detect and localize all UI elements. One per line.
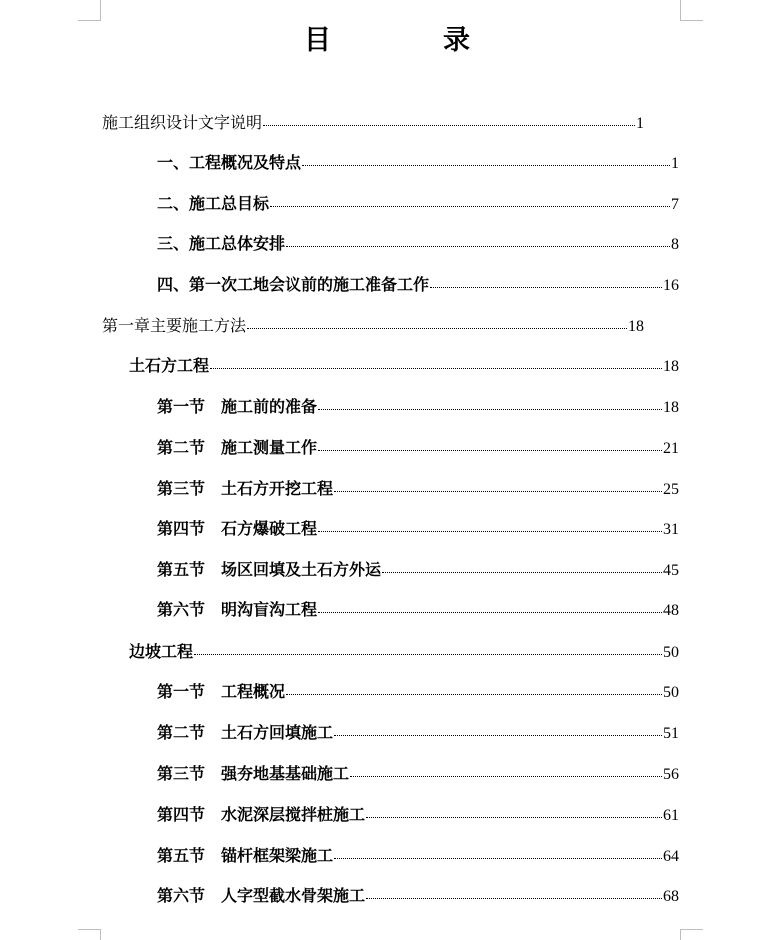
toc-entry-section: 第五节 bbox=[157, 560, 206, 579]
toc-entry[interactable] bbox=[157, 597, 679, 621]
dot-leader bbox=[318, 530, 662, 532]
toc-entry-section: 第一节 bbox=[157, 682, 206, 701]
title-char-1: 目 bbox=[304, 25, 333, 56]
toc-entry-section: 第五节 bbox=[157, 846, 206, 865]
dot-leader bbox=[382, 571, 662, 573]
dot-leader bbox=[318, 449, 662, 451]
dot-leader bbox=[270, 205, 670, 207]
toc-entry-section: 第四节 bbox=[157, 805, 206, 824]
toc-entry[interactable] bbox=[157, 435, 679, 459]
toc-entry[interactable] bbox=[157, 394, 679, 418]
toc-entry-label: 施工测量工作 bbox=[221, 438, 318, 457]
toc-entry-page: 18 bbox=[663, 358, 679, 375]
toc-entry-label: 场区回填及土石方外运 bbox=[221, 560, 382, 579]
toc-entry-page: 64 bbox=[663, 848, 679, 865]
dot-leader bbox=[334, 857, 662, 859]
toc-entry-label: 四、第一次工地会议前的施工准备工作 bbox=[157, 275, 430, 294]
dot-leader bbox=[334, 734, 662, 736]
toc-entry-label: 水泥深层搅拌桩施工 bbox=[221, 805, 366, 824]
toc-entry-label: 土石方开挖工程 bbox=[221, 479, 334, 498]
toc-entry-page: 50 bbox=[663, 644, 679, 661]
toc-entry[interactable] bbox=[129, 353, 679, 377]
toc-entry-page: 45 bbox=[663, 562, 679, 579]
dot-leader bbox=[302, 164, 670, 166]
toc-entry-label: 三、施工总体安排 bbox=[157, 234, 286, 253]
toc-entry[interactable] bbox=[157, 883, 679, 907]
title-char-2: 录 bbox=[443, 25, 472, 56]
toc-entry[interactable] bbox=[102, 110, 644, 134]
toc-entry[interactable] bbox=[157, 843, 679, 867]
dot-leader bbox=[350, 775, 662, 777]
toc-entry-page: 8 bbox=[671, 236, 679, 253]
toc-entry[interactable] bbox=[157, 191, 679, 215]
dot-leader bbox=[318, 611, 662, 613]
toc-entry-label: 人字型截水骨架施工 bbox=[221, 886, 366, 905]
toc-entry-page: 31 bbox=[663, 521, 679, 538]
toc-entry-label: 第一章主要施工方法 bbox=[102, 316, 247, 335]
toc-entry-label: 施工组织设计文字说明 bbox=[102, 113, 263, 132]
toc-entry-page: 18 bbox=[663, 399, 679, 416]
toc-entry-label: 一、工程概况及特点 bbox=[157, 153, 302, 172]
dot-leader bbox=[318, 408, 662, 410]
toc-entry[interactable] bbox=[157, 476, 679, 500]
toc-entry[interactable] bbox=[157, 150, 679, 174]
toc-entry-label: 二、施工总目标 bbox=[157, 194, 270, 213]
toc-entry-page: 1 bbox=[636, 115, 644, 132]
toc-entry-section: 第六节 bbox=[157, 600, 206, 619]
toc-entry-page: 7 bbox=[671, 196, 679, 213]
toc-entry-label: 明沟盲沟工程 bbox=[221, 600, 318, 619]
toc-entry-section: 第四节 bbox=[157, 519, 206, 538]
toc-entry-section: 第三节 bbox=[157, 764, 206, 783]
toc-entry[interactable] bbox=[157, 557, 679, 581]
toc-entry-page: 51 bbox=[663, 725, 679, 742]
toc-entry-page: 18 bbox=[628, 318, 644, 335]
toc-entry[interactable] bbox=[157, 720, 679, 744]
toc-entry-page: 21 bbox=[663, 440, 679, 457]
toc-entry-label: 边坡工程 bbox=[129, 642, 194, 661]
toc-entry-section: 第二节 bbox=[157, 438, 206, 457]
toc-entry-label: 石方爆破工程 bbox=[221, 519, 318, 538]
toc-entry-label: 土石方回填施工 bbox=[221, 723, 334, 742]
toc-entry-section: 第六节 bbox=[157, 886, 206, 905]
toc-entry-label: 土石方工程 bbox=[129, 356, 210, 375]
toc-entry[interactable] bbox=[157, 679, 679, 703]
toc-entry[interactable] bbox=[157, 802, 679, 826]
dot-leader bbox=[286, 693, 662, 695]
dot-leader bbox=[247, 327, 627, 329]
toc-entry-page: 50 bbox=[663, 684, 679, 701]
toc-entry-section: 第一节 bbox=[157, 397, 206, 416]
dot-leader bbox=[334, 490, 662, 492]
toc-entry-page: 16 bbox=[663, 277, 679, 294]
toc-entry[interactable] bbox=[157, 516, 679, 540]
dot-leader bbox=[263, 124, 635, 126]
toc-entry-page: 68 bbox=[663, 888, 679, 905]
toc-entry-label: 施工前的准备 bbox=[221, 397, 318, 416]
toc-entry-label: 工程概况 bbox=[221, 682, 286, 701]
toc-entry-page: 1 bbox=[671, 155, 679, 172]
toc-entry-label: 强夯地基基础施工 bbox=[221, 764, 350, 783]
toc-entry-section: 第三节 bbox=[157, 479, 206, 498]
toc-entry-label: 锚杆框架梁施工 bbox=[221, 846, 334, 865]
toc-entry[interactable] bbox=[102, 313, 644, 337]
toc-entry-page: 61 bbox=[663, 807, 679, 824]
dot-leader bbox=[366, 816, 662, 818]
dot-leader bbox=[210, 367, 662, 369]
dot-leader bbox=[194, 653, 662, 655]
toc-entry[interactable] bbox=[157, 231, 679, 255]
dot-leader bbox=[286, 245, 670, 247]
toc-entry-page: 25 bbox=[663, 481, 679, 498]
toc-entry[interactable] bbox=[157, 272, 679, 296]
toc-entry[interactable] bbox=[157, 761, 679, 785]
toc-entry[interactable] bbox=[129, 639, 679, 663]
toc-entry-page: 48 bbox=[663, 602, 679, 619]
dot-leader bbox=[366, 897, 662, 899]
dot-leader bbox=[430, 286, 662, 288]
toc-entry-section: 第二节 bbox=[157, 723, 206, 742]
toc-entry-page: 56 bbox=[663, 766, 679, 783]
